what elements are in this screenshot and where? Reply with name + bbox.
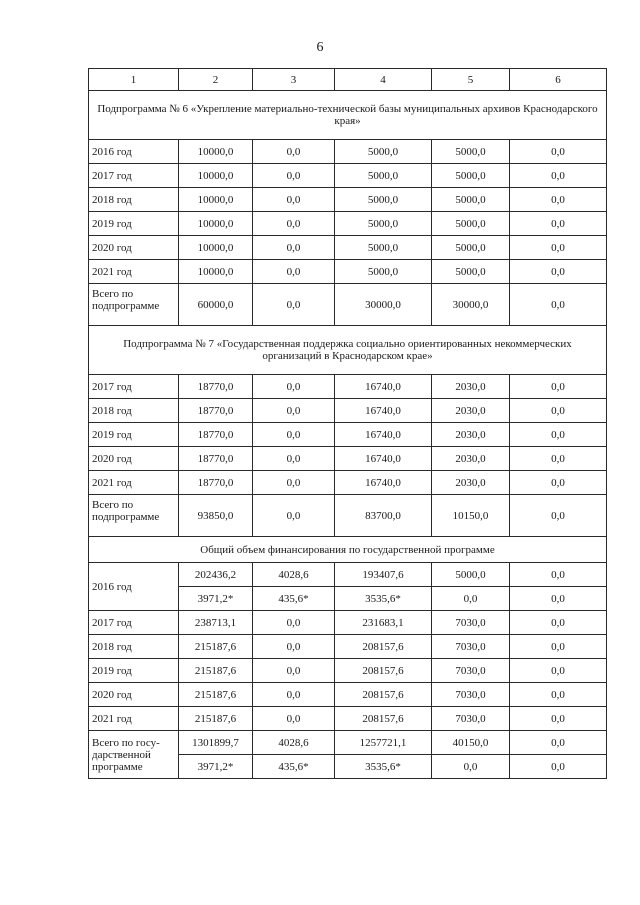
year-label: 2021 год (89, 260, 179, 284)
total-label: Всего по подпрограмме (89, 495, 179, 537)
value-cell-starred: 3535,6* (335, 587, 432, 611)
value-cell: 215187,6 (179, 707, 253, 731)
value-cell: 0,0 (253, 495, 335, 537)
table-row (89, 683, 607, 707)
value-cell: 10000,0 (179, 164, 253, 188)
value-cell: 208157,6 (335, 707, 432, 731)
financing-table-body (89, 69, 607, 779)
value-cell: 4028,6 (253, 731, 335, 755)
value-cell: 18770,0 (179, 399, 253, 423)
table-row (89, 447, 607, 471)
value-cell: 0,0 (510, 495, 607, 537)
year-label: 2018 год (89, 635, 179, 659)
table-row (89, 423, 607, 447)
value-cell: 0,0 (253, 188, 335, 212)
value-cell: 0,0 (510, 212, 607, 236)
value-cell: 5000,0 (432, 260, 510, 284)
year-label: 2017 год (89, 375, 179, 399)
row-label: 2016 год (89, 563, 179, 611)
value-cell: 215187,6 (179, 683, 253, 707)
table-row (89, 659, 607, 683)
value-cell-starred: 3971,2* (179, 755, 253, 779)
value-cell: 208157,6 (335, 659, 432, 683)
value-cell: 0,0 (510, 635, 607, 659)
value-cell: 10150,0 (432, 495, 510, 537)
year-label: 2021 год (89, 471, 179, 495)
value-cell: 0,0 (253, 423, 335, 447)
total-row (89, 284, 607, 326)
value-cell: 0,0 (253, 236, 335, 260)
value-cell: 5000,0 (335, 188, 432, 212)
value-cell: 5000,0 (335, 164, 432, 188)
section-header-row (89, 326, 607, 375)
value-cell: 16740,0 (335, 471, 432, 495)
table-row (89, 399, 607, 423)
value-cell: 10000,0 (179, 236, 253, 260)
value-cell: 0,0 (510, 188, 607, 212)
section-title: Общий объем финансирования по государственной программе (89, 537, 607, 563)
value-cell: 30000,0 (335, 284, 432, 326)
value-cell: 0,0 (253, 659, 335, 683)
value-cell: 5000,0 (335, 212, 432, 236)
value-cell: 16740,0 (335, 447, 432, 471)
value-cell: 5000,0 (335, 140, 432, 164)
table-row (89, 471, 607, 495)
year-label: 2016 год (89, 140, 179, 164)
value-cell-starred: 3971,2* (179, 587, 253, 611)
year-label: 2019 год (89, 659, 179, 683)
value-cell: 0,0 (510, 423, 607, 447)
year-label: 2019 год (89, 423, 179, 447)
value-cell: 0,0 (253, 284, 335, 326)
section-header-row (89, 91, 607, 140)
value-cell: 215187,6 (179, 659, 253, 683)
value-cell: 0,0 (253, 399, 335, 423)
value-cell: 202436,2 (179, 563, 253, 587)
value-cell: 7030,0 (432, 683, 510, 707)
value-cell: 93850,0 (179, 495, 253, 537)
value-cell: 1301899,7 (179, 731, 253, 755)
value-cell: 0,0 (510, 659, 607, 683)
value-cell: 0,0 (510, 399, 607, 423)
page-number: 6 (316, 40, 324, 55)
year-label: 2018 год (89, 188, 179, 212)
value-cell: 5000,0 (432, 212, 510, 236)
table-row (89, 212, 607, 236)
year-label: 2020 год (89, 447, 179, 471)
column-number: 6 (510, 69, 607, 91)
value-cell-starred: 435,6* (253, 587, 335, 611)
value-cell: 18770,0 (179, 375, 253, 399)
value-cell: 0,0 (510, 731, 607, 755)
section-title: Подпрограмма № 6 «Укрепление материально-технической базы муниципальных архивов Краснодарского края» (89, 91, 607, 140)
financing-table (88, 68, 607, 779)
column-number: 5 (432, 69, 510, 91)
value-cell: 7030,0 (432, 611, 510, 635)
value-cell-starred: 0,0 (432, 587, 510, 611)
value-cell: 231683,1 (335, 611, 432, 635)
value-cell-starred: 0,0 (510, 755, 607, 779)
column-number: 4 (335, 69, 432, 91)
value-cell: 0,0 (253, 447, 335, 471)
value-cell: 0,0 (510, 611, 607, 635)
value-cell: 208157,6 (335, 683, 432, 707)
value-cell: 30000,0 (432, 284, 510, 326)
value-cell: 5000,0 (432, 563, 510, 587)
value-cell: 0,0 (253, 260, 335, 284)
value-cell: 5000,0 (335, 236, 432, 260)
value-cell-starred: 0,0 (510, 587, 607, 611)
column-number: 3 (253, 69, 335, 91)
column-number: 1 (89, 69, 179, 91)
value-cell: 2030,0 (432, 399, 510, 423)
value-cell: 18770,0 (179, 447, 253, 471)
row-label: Всего по госу-дарственной программе (89, 731, 179, 779)
value-cell: 10000,0 (179, 260, 253, 284)
value-cell: 83700,0 (335, 495, 432, 537)
year-label: 2020 год (89, 683, 179, 707)
value-cell: 7030,0 (432, 635, 510, 659)
value-cell: 10000,0 (179, 140, 253, 164)
value-cell: 5000,0 (432, 140, 510, 164)
value-cell: 2030,0 (432, 423, 510, 447)
value-cell: 0,0 (510, 563, 607, 587)
value-cell: 7030,0 (432, 707, 510, 731)
value-cell: 0,0 (253, 212, 335, 236)
value-cell: 0,0 (510, 375, 607, 399)
value-cell: 16740,0 (335, 399, 432, 423)
value-cell: 0,0 (253, 471, 335, 495)
value-cell: 4028,6 (253, 563, 335, 587)
column-number-row (89, 69, 607, 91)
value-cell: 10000,0 (179, 212, 253, 236)
value-cell-starred: 3535,6* (335, 755, 432, 779)
column-number: 2 (179, 69, 253, 91)
value-cell: 215187,6 (179, 635, 253, 659)
section-title: Подпрограмма № 7 «Государственная поддержка социально ориентированных некоммерческих организаций в Краснодарском крае» (89, 326, 607, 375)
table-row (89, 611, 607, 635)
value-cell: 40150,0 (432, 731, 510, 755)
table-row (89, 260, 607, 284)
value-cell: 193407,6 (335, 563, 432, 587)
value-cell-starred: 435,6* (253, 755, 335, 779)
value-cell: 0,0 (253, 164, 335, 188)
value-cell: 16740,0 (335, 423, 432, 447)
value-cell: 7030,0 (432, 659, 510, 683)
value-cell: 208157,6 (335, 635, 432, 659)
year-label: 2019 год (89, 212, 179, 236)
value-cell: 5000,0 (432, 164, 510, 188)
section-header-row (89, 537, 607, 563)
total-label: Всего по подпрограмме (89, 284, 179, 326)
value-cell: 0,0 (510, 164, 607, 188)
value-cell: 0,0 (510, 236, 607, 260)
table-row (89, 164, 607, 188)
year-label: 2018 год (89, 399, 179, 423)
value-cell: 0,0 (510, 140, 607, 164)
table-row (89, 188, 607, 212)
table-row (89, 140, 607, 164)
value-cell: 2030,0 (432, 447, 510, 471)
value-cell: 18770,0 (179, 471, 253, 495)
value-cell: 5000,0 (432, 188, 510, 212)
year-label: 2017 год (89, 164, 179, 188)
total-row (89, 495, 607, 537)
value-cell: 0,0 (510, 707, 607, 731)
value-cell: 0,0 (253, 707, 335, 731)
table-row (89, 707, 607, 731)
value-cell: 0,0 (510, 471, 607, 495)
value-cell: 238713,1 (179, 611, 253, 635)
value-cell: 0,0 (253, 611, 335, 635)
value-cell-starred: 0,0 (432, 755, 510, 779)
table-row (89, 635, 607, 659)
table-row (89, 236, 607, 260)
value-cell: 0,0 (253, 635, 335, 659)
value-cell: 18770,0 (179, 423, 253, 447)
value-cell: 10000,0 (179, 188, 253, 212)
year-label: 2020 год (89, 236, 179, 260)
value-cell: 0,0 (510, 260, 607, 284)
value-cell: 5000,0 (335, 260, 432, 284)
value-cell: 0,0 (510, 683, 607, 707)
year-label: 2017 год (89, 611, 179, 635)
value-cell: 0,0 (253, 140, 335, 164)
value-cell: 5000,0 (432, 236, 510, 260)
table-row (89, 563, 607, 587)
value-cell: 16740,0 (335, 375, 432, 399)
value-cell: 0,0 (253, 375, 335, 399)
value-cell: 2030,0 (432, 471, 510, 495)
year-label: 2021 год (89, 707, 179, 731)
value-cell: 0,0 (253, 683, 335, 707)
value-cell: 60000,0 (179, 284, 253, 326)
table-row (89, 375, 607, 399)
value-cell: 2030,0 (432, 375, 510, 399)
value-cell: 0,0 (510, 284, 607, 326)
value-cell: 0,0 (510, 447, 607, 471)
value-cell: 1257721,1 (335, 731, 432, 755)
table-row (89, 731, 607, 755)
